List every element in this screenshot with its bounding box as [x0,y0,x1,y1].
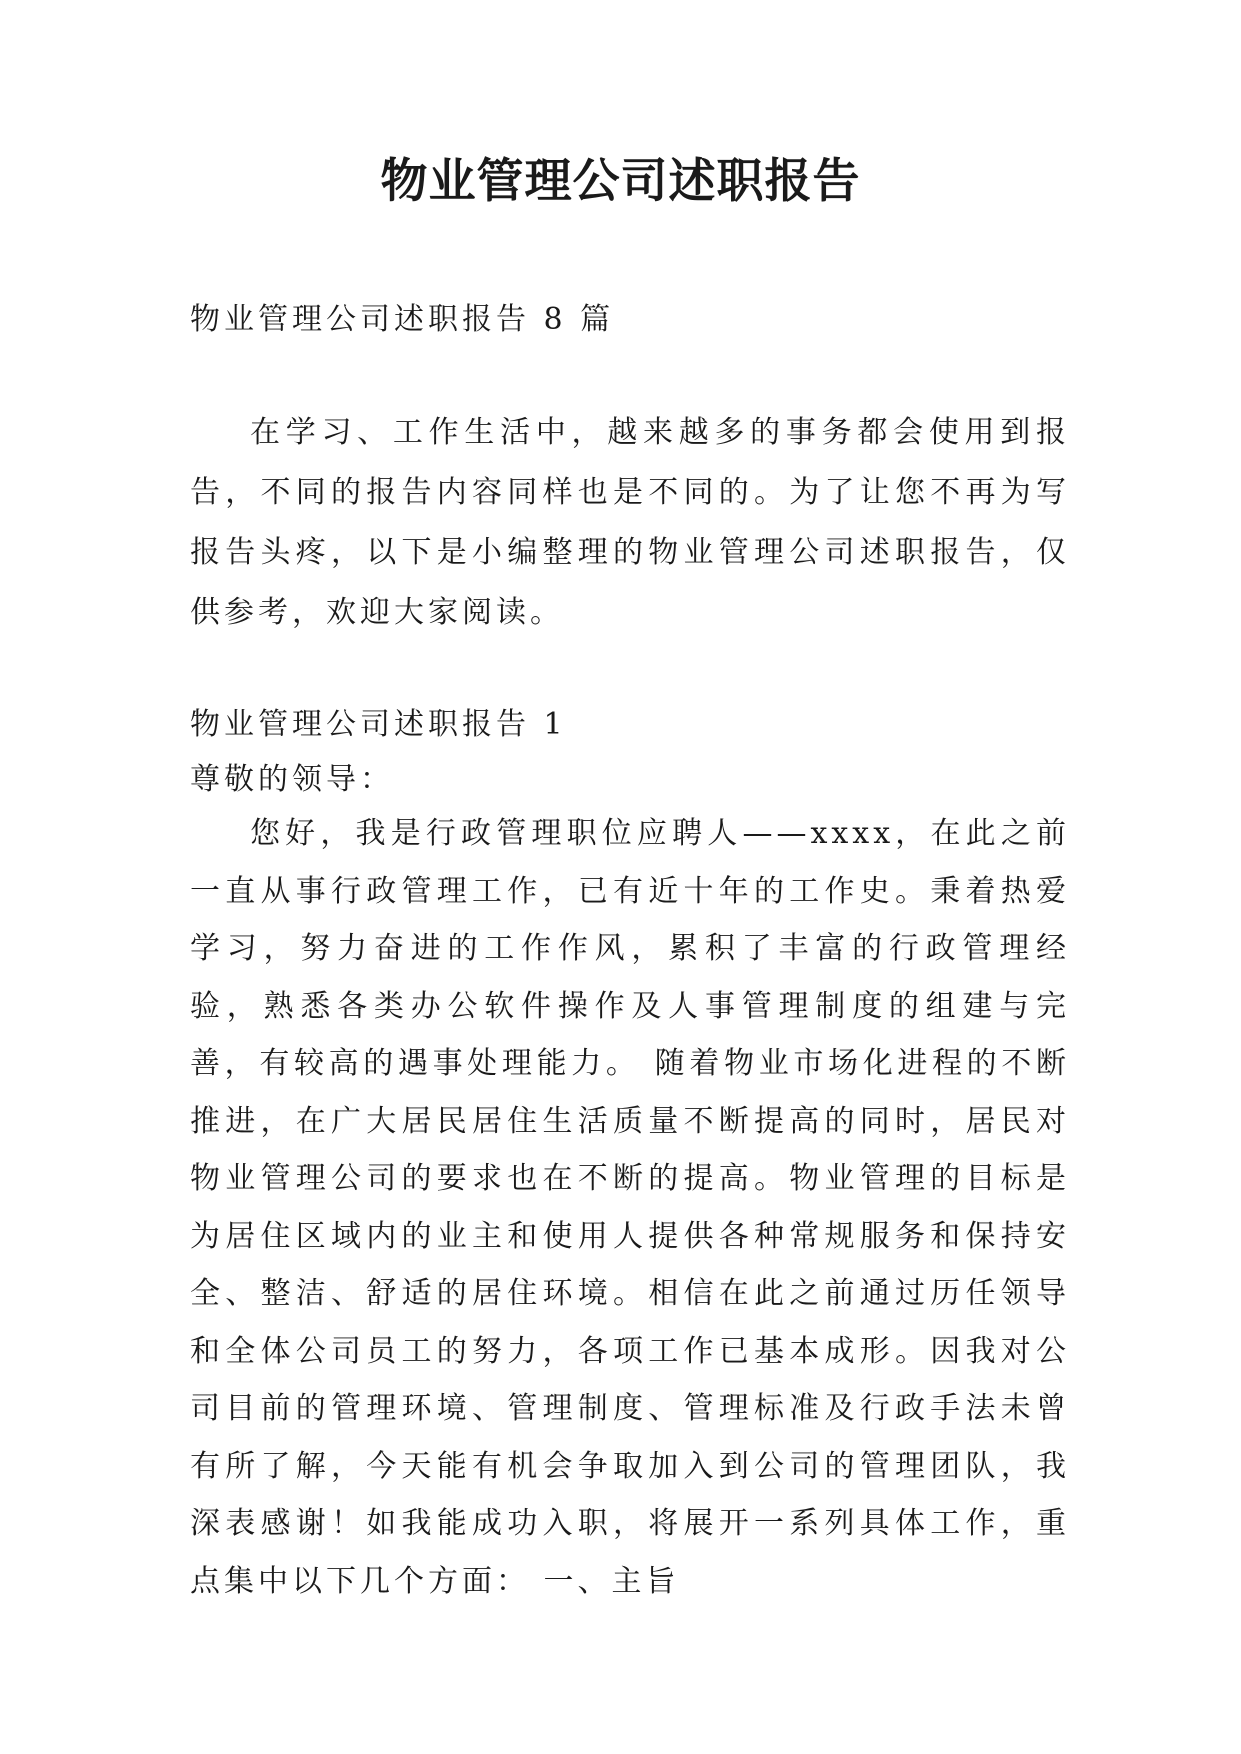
document-subtitle: 物业管理公司述职报告 8 篇 [190,302,615,337]
salutation: 尊敬的领导： [190,762,394,797]
intro-paragraph: 在学习、工作生活中，越来越多的事务都会使用到报告，不同的报告内容同样也是不同的。为了让您不再为写报告头疼，以下是小编整理的物业管理公司述职报告，仅供参考，欢迎大家阅读。 [190,415,1070,630]
section-body-paragraph: 您好，我是行政管理职位应聘人——xxxx，在此之前一直从事行政管理工作，已有近十年的工作史。秉着热爱学习，努力奋进的工作作风，累积了丰富的行政管理经验，熟悉各类办公软件操作及人事管理制度的组建与完善，有较高的遇事处理能力。 随着物业市场化进程的不断推进，在广大居民居住生活质量不断提高的同时，居民对物业管理公司的要求也在不断的提高。物业管理的目标是为居住区域内的业主和使用人提供各种常规服务和保持安全、整洁、舒适的居住环境。相信在此之前通过历任领导和全体公司员工的努力，各项工作已基本成形。因我对公司目前的管理环境、管理制度、管理标准及行政手法未曾有所了解，今天能有机会争取加入到公司的管理团队，我深表感谢！如我能成功入职，将展开一系列具体工作，重点集中以下几个方面： 一、主旨 [190,816,1070,1599]
section-heading: 物业管理公司述职报告 1 [190,707,567,742]
document-title: 物业管理公司述职报告 [380,154,861,209]
